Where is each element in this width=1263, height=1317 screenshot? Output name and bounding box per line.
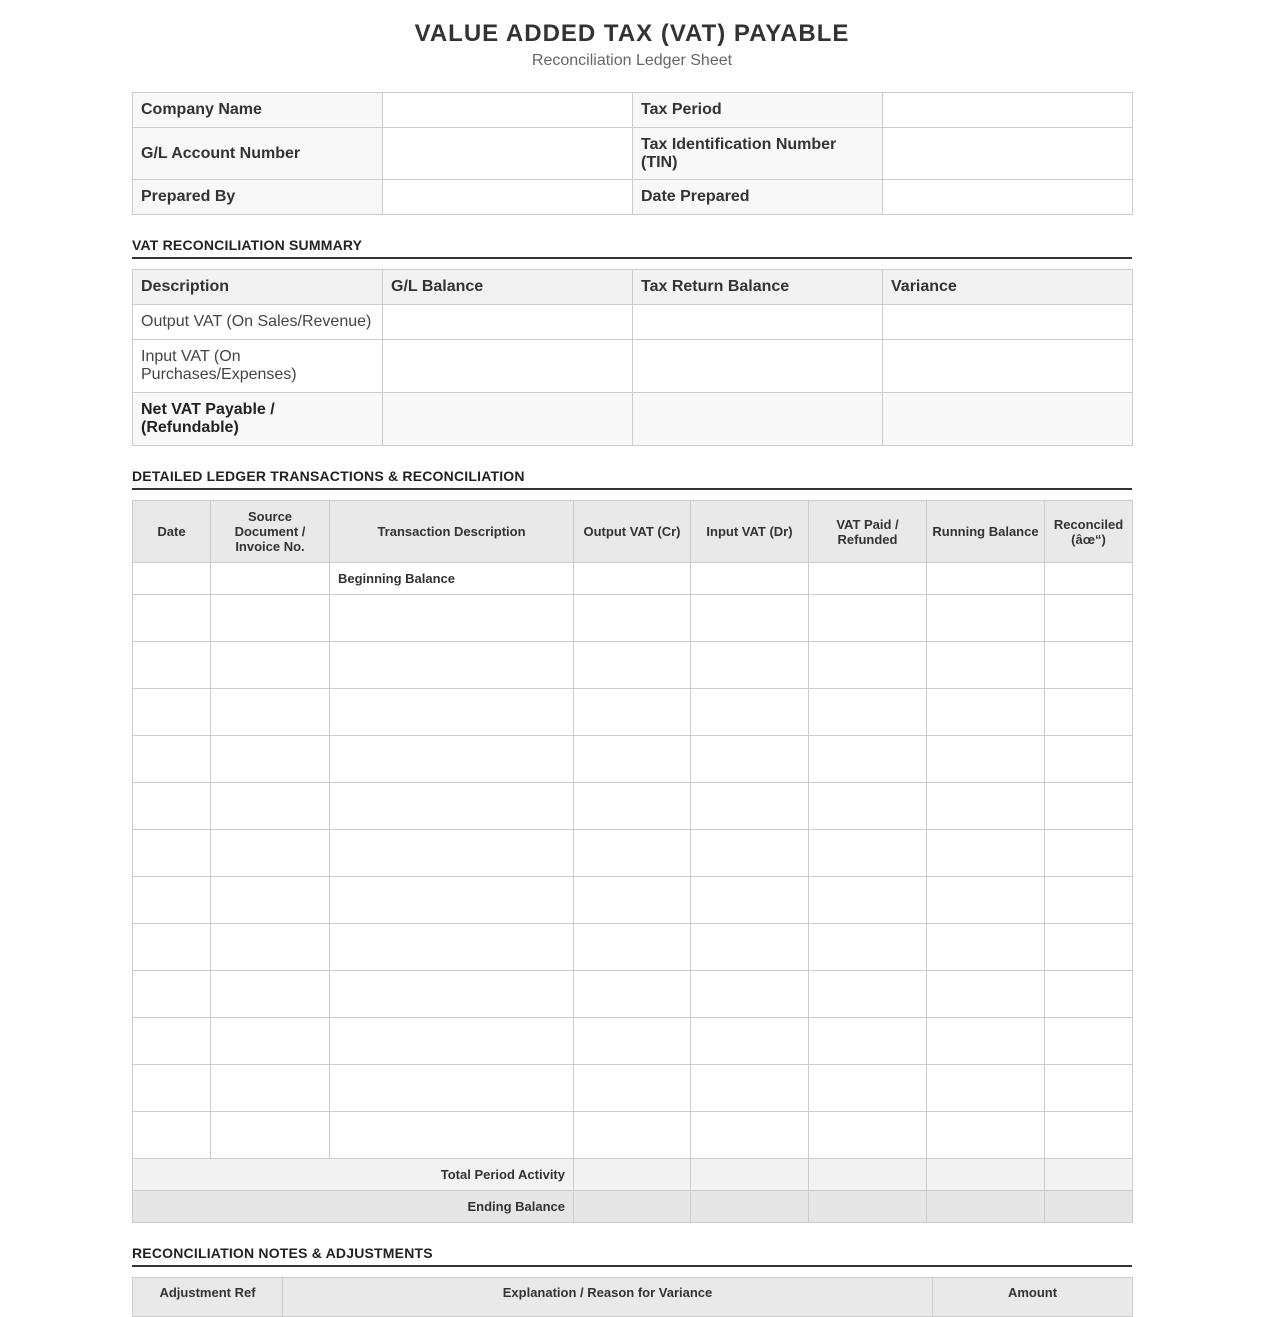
ledger-header-vat-paid: VAT Paid / Refunded: [809, 501, 927, 563]
summary-cell[interactable]: [633, 305, 883, 340]
ledger-cell[interactable]: [691, 736, 809, 783]
ledger-sheet: [132, 0, 1132, 1317]
ledger-cell[interactable]: [211, 689, 330, 736]
ledger-cell[interactable]: [691, 563, 809, 595]
ledger-cell[interactable]: [691, 1065, 809, 1112]
ledger-cell[interactable]: [330, 971, 574, 1018]
summary-section-title: VAT RECONCILIATION SUMMARY: [132, 237, 1132, 259]
ledger-cell[interactable]: [809, 1112, 927, 1159]
ledger-cell[interactable]: [133, 783, 211, 830]
ledger-cell[interactable]: [330, 924, 574, 971]
summary-header-gl-balance: G/L Balance: [383, 270, 633, 305]
notes-header-explanation: Explanation / Reason for Variance: [283, 1278, 933, 1317]
notes-header-adjustment-ref: Adjustment Ref: [133, 1278, 283, 1317]
table-row: [133, 830, 1133, 877]
ledger-cell[interactable]: [691, 1018, 809, 1065]
ledger-cell[interactable]: [1045, 971, 1133, 1018]
ledger-cell[interactable]: [1045, 924, 1133, 971]
ledger-cell[interactable]: [330, 736, 574, 783]
ledger-cell[interactable]: [1045, 595, 1133, 642]
page-title: VALUE ADDED TAX (VAT) PAYABLE: [414, 20, 850, 47]
total-cell[interactable]: [1045, 1159, 1133, 1191]
table-row: [133, 595, 1133, 642]
ledger-cell[interactable]: [133, 1112, 211, 1159]
ending-row: [133, 1191, 1133, 1223]
ledger-cell[interactable]: [330, 830, 574, 877]
ledger-header-source-document: Source Document / Invoice No.: [211, 501, 330, 563]
ledger-cell[interactable]: [809, 924, 927, 971]
ledger-cell[interactable]: [330, 1112, 574, 1159]
beginning-balance-label: Beginning Balance: [330, 563, 574, 595]
date-prepared-field[interactable]: [883, 180, 1133, 215]
ledger-cell[interactable]: [330, 689, 574, 736]
ledger-cell[interactable]: [927, 1018, 1045, 1065]
summary-table: [132, 269, 1133, 446]
ledger-cell[interactable]: [809, 642, 927, 689]
ledger-cell[interactable]: [927, 642, 1045, 689]
table-row: [133, 736, 1133, 783]
ledger-cell[interactable]: [574, 924, 691, 971]
ledger-cell[interactable]: [1045, 1018, 1133, 1065]
ledger-cell[interactable]: [133, 971, 211, 1018]
ledger-cell[interactable]: [809, 783, 927, 830]
table-row: [133, 924, 1133, 971]
ledger-table: [132, 500, 1133, 1223]
summary-row-label: Input VAT (On Purchases/Expenses): [133, 340, 383, 393]
ledger-cell[interactable]: [330, 1018, 574, 1065]
table-row: [133, 783, 1133, 830]
ledger-cell[interactable]: [927, 595, 1045, 642]
summary-cell[interactable]: [633, 340, 883, 393]
ledger-cell[interactable]: [809, 736, 927, 783]
ledger-cell[interactable]: [574, 830, 691, 877]
summary-row-label: Output VAT (On Sales/Revenue): [133, 305, 383, 340]
ledger-cell[interactable]: [133, 924, 211, 971]
total-row: [133, 1159, 1133, 1191]
ledger-cell[interactable]: [211, 736, 330, 783]
ledger-cell[interactable]: [330, 783, 574, 830]
ledger-cell[interactable]: [927, 563, 1045, 595]
ledger-cell[interactable]: [133, 689, 211, 736]
summary-cell[interactable]: [883, 393, 1133, 446]
ledger-cell[interactable]: [809, 1065, 927, 1112]
ledger-cell[interactable]: [1045, 563, 1133, 595]
total-period-activity-label: Total Period Activity: [133, 1159, 574, 1191]
gl-account-field[interactable]: [383, 128, 633, 180]
summary-row-label: Net VAT Payable / (Refundable): [133, 393, 383, 446]
ledger-cell[interactable]: [691, 783, 809, 830]
ledger-cell[interactable]: [927, 1065, 1045, 1112]
ledger-header-date: Date: [133, 501, 211, 563]
ledger-cell[interactable]: [927, 736, 1045, 783]
ledger-section-title: DETAILED LEDGER TRANSACTIONS & RECONCILIATION: [132, 468, 1132, 490]
ledger-cell[interactable]: [809, 1018, 927, 1065]
ledger-cell[interactable]: [211, 642, 330, 689]
ledger-cell[interactable]: [211, 1112, 330, 1159]
ledger-cell[interactable]: [133, 595, 211, 642]
tax-period-label: Tax Period: [633, 93, 883, 128]
ledger-cell[interactable]: [574, 563, 691, 595]
table-row: [133, 563, 1133, 595]
ledger-cell[interactable]: [927, 924, 1045, 971]
ledger-cell[interactable]: [691, 1112, 809, 1159]
ledger-cell[interactable]: [691, 877, 809, 924]
ending-balance-label: Ending Balance: [133, 1191, 574, 1223]
ledger-cell[interactable]: [133, 642, 211, 689]
ledger-cell[interactable]: [927, 971, 1045, 1018]
summary-cell[interactable]: [383, 305, 633, 340]
ledger-cell[interactable]: [211, 924, 330, 971]
ledger-cell[interactable]: [927, 783, 1045, 830]
ledger-cell[interactable]: [133, 830, 211, 877]
ending-cell[interactable]: [809, 1191, 927, 1223]
ledger-cell[interactable]: [211, 595, 330, 642]
info-table: [132, 92, 1133, 215]
ledger-cell[interactable]: [133, 1018, 211, 1065]
ledger-cell[interactable]: [574, 689, 691, 736]
ledger-cell[interactable]: [809, 689, 927, 736]
summary-header-tax-return-balance: Tax Return Balance: [633, 270, 883, 305]
summary-header-description: Description: [133, 270, 383, 305]
summary-cell[interactable]: [883, 340, 1133, 393]
ledger-cell[interactable]: [691, 689, 809, 736]
total-cell[interactable]: [927, 1159, 1045, 1191]
ledger-cell[interactable]: [809, 563, 927, 595]
ledger-cell[interactable]: [691, 971, 809, 1018]
ledger-cell[interactable]: [691, 830, 809, 877]
prepared-by-label: Prepared By: [133, 180, 383, 215]
table-row: [133, 642, 1133, 689]
ledger-header-running-balance: Running Balance: [927, 501, 1045, 563]
tax-period-field[interactable]: [883, 93, 1133, 128]
ledger-cell[interactable]: [1045, 783, 1133, 830]
date-prepared-label: Date Prepared: [633, 180, 883, 215]
ending-cell[interactable]: [1045, 1191, 1133, 1223]
ledger-cell[interactable]: [574, 595, 691, 642]
ledger-cell[interactable]: [809, 595, 927, 642]
total-cell[interactable]: [574, 1159, 691, 1191]
ledger-cell[interactable]: [1045, 877, 1133, 924]
ledger-cell[interactable]: [330, 1065, 574, 1112]
ledger-cell[interactable]: [809, 830, 927, 877]
page-subtitle: Reconciliation Ledger Sheet: [531, 52, 733, 69]
ledger-header-output-vat: Output VAT (Cr): [574, 501, 691, 563]
prepared-by-field[interactable]: [383, 180, 633, 215]
ledger-cell[interactable]: [691, 924, 809, 971]
ledger-cell[interactable]: [1045, 689, 1133, 736]
ledger-cell[interactable]: [211, 1065, 330, 1112]
tin-field[interactable]: [883, 128, 1133, 180]
ledger-cell[interactable]: [574, 971, 691, 1018]
ledger-cell[interactable]: [211, 563, 330, 595]
ledger-cell[interactable]: [809, 971, 927, 1018]
summary-cell[interactable]: [633, 393, 883, 446]
ledger-cell[interactable]: [211, 783, 330, 830]
total-cell[interactable]: [691, 1159, 809, 1191]
table-row: [133, 1112, 1133, 1159]
ledger-header-input-vat: Input VAT (Dr): [691, 501, 809, 563]
ledger-cell[interactable]: [211, 1018, 330, 1065]
ledger-cell[interactable]: [211, 971, 330, 1018]
ledger-cell[interactable]: [330, 642, 574, 689]
ledger-cell[interactable]: [691, 595, 809, 642]
summary-cell[interactable]: [383, 340, 633, 393]
ledger-cell[interactable]: [574, 783, 691, 830]
ledger-cell[interactable]: [574, 1112, 691, 1159]
notes-table: [132, 1277, 1133, 1317]
table-row: [133, 877, 1133, 924]
ending-cell[interactable]: [574, 1191, 691, 1223]
table-row: [133, 1018, 1133, 1065]
ledger-cell[interactable]: [927, 877, 1045, 924]
ledger-cell[interactable]: [927, 830, 1045, 877]
table-row: [133, 689, 1133, 736]
summary-header-variance: Variance: [883, 270, 1133, 305]
ledger-cell[interactable]: [330, 595, 574, 642]
table-row: [133, 1065, 1133, 1112]
table-row: [133, 971, 1133, 1018]
ledger-cell[interactable]: [1045, 1065, 1133, 1112]
ledger-cell[interactable]: [133, 1065, 211, 1112]
ledger-cell[interactable]: [574, 877, 691, 924]
ledger-cell[interactable]: [809, 877, 927, 924]
notes-header-amount: Amount: [933, 1278, 1133, 1317]
ledger-cell[interactable]: [133, 736, 211, 783]
ledger-cell[interactable]: [574, 642, 691, 689]
ledger-cell[interactable]: [574, 736, 691, 783]
ledger-cell[interactable]: [691, 642, 809, 689]
ledger-cell[interactable]: [1045, 736, 1133, 783]
gl-account-label: G/L Account Number: [133, 128, 383, 180]
ledger-cell[interactable]: [133, 877, 211, 924]
ledger-cell[interactable]: [1045, 1112, 1133, 1159]
ledger-cell[interactable]: [1045, 830, 1133, 877]
ledger-cell[interactable]: [1045, 642, 1133, 689]
ending-cell[interactable]: [927, 1191, 1045, 1223]
ledger-cell[interactable]: [927, 689, 1045, 736]
ledger-header-reconciled: Reconciled (âœ“): [1045, 501, 1133, 563]
ledger-cell[interactable]: [927, 1112, 1045, 1159]
company-name-field[interactable]: [383, 93, 633, 128]
ledger-cell[interactable]: [133, 563, 211, 595]
tin-label: Tax Identification Number (TIN): [633, 128, 883, 180]
ledger-cell[interactable]: [211, 877, 330, 924]
ledger-header-description: Transaction Description: [330, 501, 574, 563]
ledger-cell[interactable]: [330, 877, 574, 924]
ledger-cell[interactable]: [574, 1018, 691, 1065]
summary-cell[interactable]: [383, 393, 633, 446]
ledger-cell[interactable]: [211, 830, 330, 877]
total-cell[interactable]: [809, 1159, 927, 1191]
company-name-label: Company Name: [133, 93, 383, 128]
summary-cell[interactable]: [883, 305, 1133, 340]
ending-cell[interactable]: [691, 1191, 809, 1223]
ledger-cell[interactable]: [574, 1065, 691, 1112]
notes-section-title: RECONCILIATION NOTES & ADJUSTMENTS: [132, 1245, 1132, 1267]
